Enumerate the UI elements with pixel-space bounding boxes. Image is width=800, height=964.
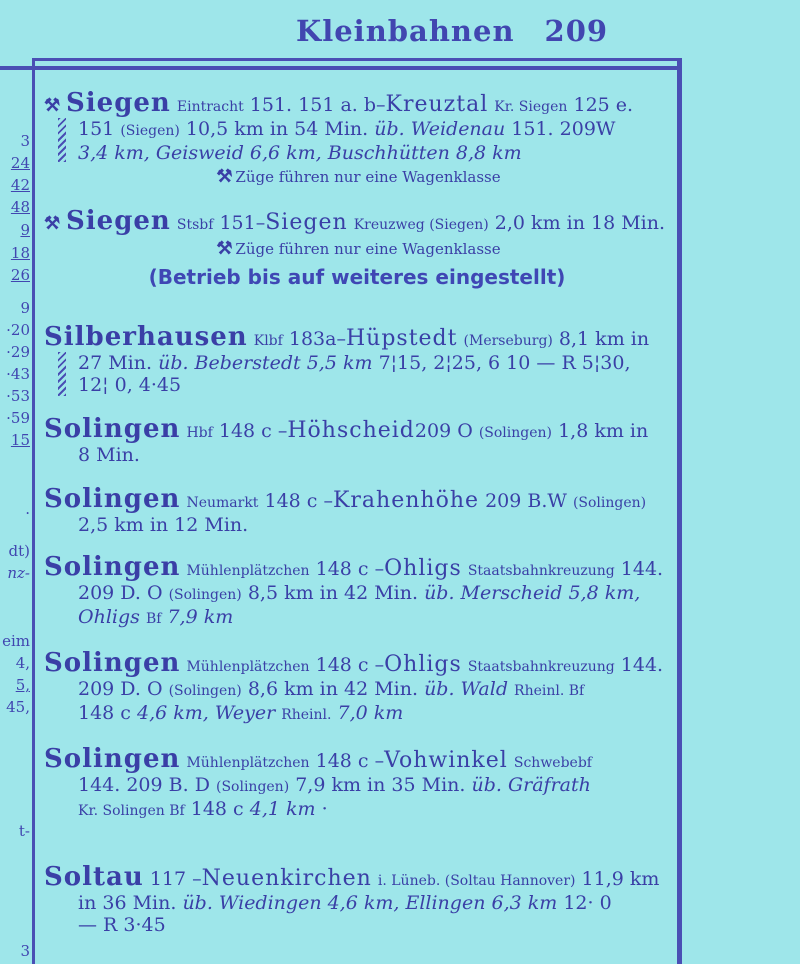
- entry-solingen-hoehscheid: [44, 414, 670, 466]
- table-ref: 209 B.W: [485, 490, 567, 512]
- margin-text: 4,: [15, 654, 30, 672]
- entry-solingen-ohligs-2: [44, 648, 670, 726]
- margin-text: ·43: [6, 365, 30, 383]
- table-ref: 144. 209 B. D: [78, 774, 210, 796]
- station-from: Solingen: [44, 484, 181, 514]
- margin-text: .: [25, 500, 30, 518]
- station-to: Krahenhöhe: [332, 488, 480, 513]
- station-from: Solingen: [44, 552, 181, 582]
- entry-siegen-stsbf: [44, 206, 670, 292]
- station-qualifier: Schwebebf: [513, 755, 592, 771]
- table-ref: 148 c: [190, 798, 244, 820]
- distance-time: 2,0 km in 18 Min.: [494, 212, 665, 234]
- table-ref: 151. 151 a. b–: [249, 94, 386, 116]
- region: (Solingen): [168, 683, 242, 699]
- margin-text: 24: [10, 154, 30, 172]
- via: üb. Wald: [424, 678, 508, 700]
- station-from: Siegen: [66, 88, 171, 118]
- station-to: Höhscheid: [287, 418, 415, 443]
- distance-time: 11,9 km: [581, 868, 660, 890]
- via-distance: 7,0 km: [337, 702, 404, 724]
- station-qualifier: Eintracht: [176, 99, 244, 115]
- margin-text: t-: [18, 822, 30, 840]
- station-qualifier: Rheinl.: [281, 707, 332, 723]
- departure-times: 12¦ 0, 4·45: [78, 374, 182, 396]
- station-qualifier: Neumarkt: [186, 495, 259, 511]
- margin-text: ·20: [6, 321, 30, 339]
- via: 4,6 km, Weyer: [137, 702, 276, 724]
- margin-text: 26: [10, 266, 30, 284]
- via: üb. Wiedingen 4,6 km, Ellingen 6,3 km: [182, 892, 558, 914]
- station-qualifier: Stsbf: [176, 217, 214, 233]
- entry-soltau-neuenkirchen: [44, 862, 670, 936]
- distance-time: 8 Min.: [78, 444, 140, 466]
- page-number: 209: [544, 14, 609, 48]
- station-from: Solingen: [44, 648, 181, 678]
- departure-times: 12· 0: [563, 892, 612, 914]
- margin-text: ·59: [6, 409, 30, 427]
- entry-silberhausen-huepstedt: [44, 322, 670, 396]
- via: üb. Gräfrath: [471, 774, 591, 796]
- station-from: Solingen: [44, 744, 181, 774]
- station-qualifier: Klbf: [253, 333, 283, 349]
- table-ref: 148 c –: [264, 490, 333, 512]
- margin-text: 3: [20, 132, 30, 150]
- distance-time: 8,6 km in 42 Min.: [247, 678, 419, 700]
- via: üb. Beberstedt 5,5 km: [158, 352, 373, 374]
- table-ref: 148 c –: [315, 750, 385, 772]
- distance-time: 10,5 km in 54 Min.: [185, 118, 369, 140]
- margin-text: 42: [10, 176, 30, 194]
- entry-siegen-kreuztal: [44, 88, 670, 190]
- entry-solingen-vohwinkel: [44, 744, 670, 822]
- station-to: Neuenkirchen: [201, 866, 372, 891]
- via: Ohligs: [78, 606, 140, 628]
- class-note: Züge führen nur eine Wagenklasse: [235, 240, 501, 258]
- distance-time: 8,1 km in: [558, 328, 650, 350]
- station-qualifier: Mühlenplätzchen: [186, 755, 310, 771]
- entry-solingen-krahenhoehe: [44, 484, 670, 536]
- region: (Solingen): [215, 779, 290, 795]
- region: (Siegen): [120, 123, 180, 139]
- crossed-hammers-icon: ⚒: [44, 213, 61, 234]
- station-qualifier: Mühlenplätzchen: [186, 563, 310, 579]
- table-ref: 209 D. O: [78, 582, 163, 604]
- table-ref: 148 c –: [315, 654, 385, 676]
- departure-times: — R 3·45: [78, 914, 166, 936]
- station-from: Solingen: [44, 414, 181, 444]
- station-qualifier: Kr. Solingen Bf: [78, 803, 185, 819]
- table-ref: 148 c –: [315, 558, 385, 580]
- header-title: Kleinbahnen: [296, 14, 515, 48]
- margin-text: 48: [10, 198, 30, 216]
- via-distance: 4,1 km: [249, 798, 316, 820]
- station-to: Ohligs: [384, 556, 462, 581]
- station-qualifier: Rheinl. Bf: [514, 683, 585, 699]
- table-ref: 209 D. O: [78, 678, 163, 700]
- crossed-hammers-icon: ⚒: [216, 166, 233, 187]
- margin-text: nz-: [7, 564, 30, 582]
- via-detail: 3,4 km, Geisweid 6,6 km, Buschhütten 8,8 km: [78, 142, 522, 164]
- station-to: Hüpstedt: [345, 326, 458, 351]
- table-ref: 117 –: [149, 868, 202, 890]
- margin-text: dt): [8, 542, 30, 560]
- station-qualifier: Kreuzweg (Siegen): [353, 217, 489, 233]
- region: (Solingen): [478, 425, 553, 441]
- class-note: Züge führen nur eine Wagenklasse: [235, 168, 501, 186]
- via: üb. Weidenau: [374, 118, 506, 140]
- distance-time: in 36 Min.: [78, 892, 177, 914]
- departure-times: 7¦15, 2¦25, 6 10 — R 5¦30,: [378, 352, 631, 374]
- distance-time: 8,5 km in 42 Min.: [247, 582, 419, 604]
- table-ref: 183a–: [288, 328, 346, 350]
- margin-text: 45,: [6, 698, 30, 716]
- region: (Solingen): [572, 495, 647, 511]
- margin-text: eim: [2, 632, 30, 650]
- station-qualifier: Staatsbahnkreuzung: [467, 563, 615, 579]
- table-ref: 151–: [219, 212, 266, 234]
- crossed-hammers-icon: ⚒: [216, 238, 233, 259]
- stray-mark: ·: [321, 798, 328, 820]
- hatch-mark: [58, 352, 66, 396]
- station-qualifier: i. Lüneb. (Soltau Hannover): [377, 873, 576, 889]
- margin-text: ·29: [6, 343, 30, 361]
- station-qualifier: Hbf: [186, 425, 213, 441]
- margin-text: 9: [20, 299, 30, 317]
- station-to: Ohligs: [384, 652, 462, 677]
- station-to: Vohwinkel: [384, 748, 508, 773]
- margin-text: 18: [10, 244, 30, 262]
- station-from: Soltau: [44, 862, 144, 892]
- station-from: Siegen: [66, 206, 171, 236]
- distance-time: 2,5 km in 12 Min.: [78, 514, 249, 536]
- hatch-mark: [58, 118, 66, 162]
- region: (Solingen): [168, 587, 242, 603]
- station-qualifier: Bf: [145, 611, 162, 627]
- station-to: Kreuztal: [385, 92, 489, 117]
- region: (Merseburg): [463, 333, 553, 349]
- distance-time: 7,9 km in 35 Min.: [295, 774, 466, 796]
- via: üb. Merscheid 5,8 km,: [424, 582, 641, 604]
- table-ref: 209 O: [414, 420, 473, 442]
- margin-text: 3: [20, 942, 30, 960]
- table-ref: 148 c –: [218, 420, 288, 442]
- margin-text: 9: [20, 221, 30, 239]
- station-from: Silberhausen: [44, 322, 248, 352]
- distance-time: 1,8 km in: [558, 420, 649, 442]
- entry-solingen-ohligs-1: [44, 552, 670, 630]
- table-ref: 151. 209W: [511, 118, 616, 140]
- table-ref: 144.: [620, 654, 664, 676]
- margin-text: 15: [10, 431, 30, 449]
- crossed-hammers-icon: ⚒: [44, 95, 61, 116]
- timetable-entries: [44, 88, 670, 936]
- table-ref: 144.: [620, 558, 664, 580]
- service-suspended-note: (Betrieb bis auf weiteres eingestellt): [148, 265, 566, 289]
- station-qualifier: Kr. Siegen: [494, 99, 568, 115]
- table-ref: 125 e.: [573, 94, 634, 116]
- margin-text: ·53: [6, 387, 30, 405]
- station-qualifier: Mühlenplätzchen: [186, 659, 310, 675]
- via-distance: 7,9 km: [167, 606, 234, 628]
- distance-time: 27 Min.: [78, 352, 153, 374]
- page-header: [296, 14, 608, 48]
- table-ref: 151: [78, 118, 115, 140]
- station-qualifier: Staatsbahnkreuzung: [467, 659, 615, 675]
- margin-text: 5,: [15, 676, 30, 694]
- station-to: Siegen: [265, 210, 348, 235]
- table-ref: 148 c: [78, 702, 131, 724]
